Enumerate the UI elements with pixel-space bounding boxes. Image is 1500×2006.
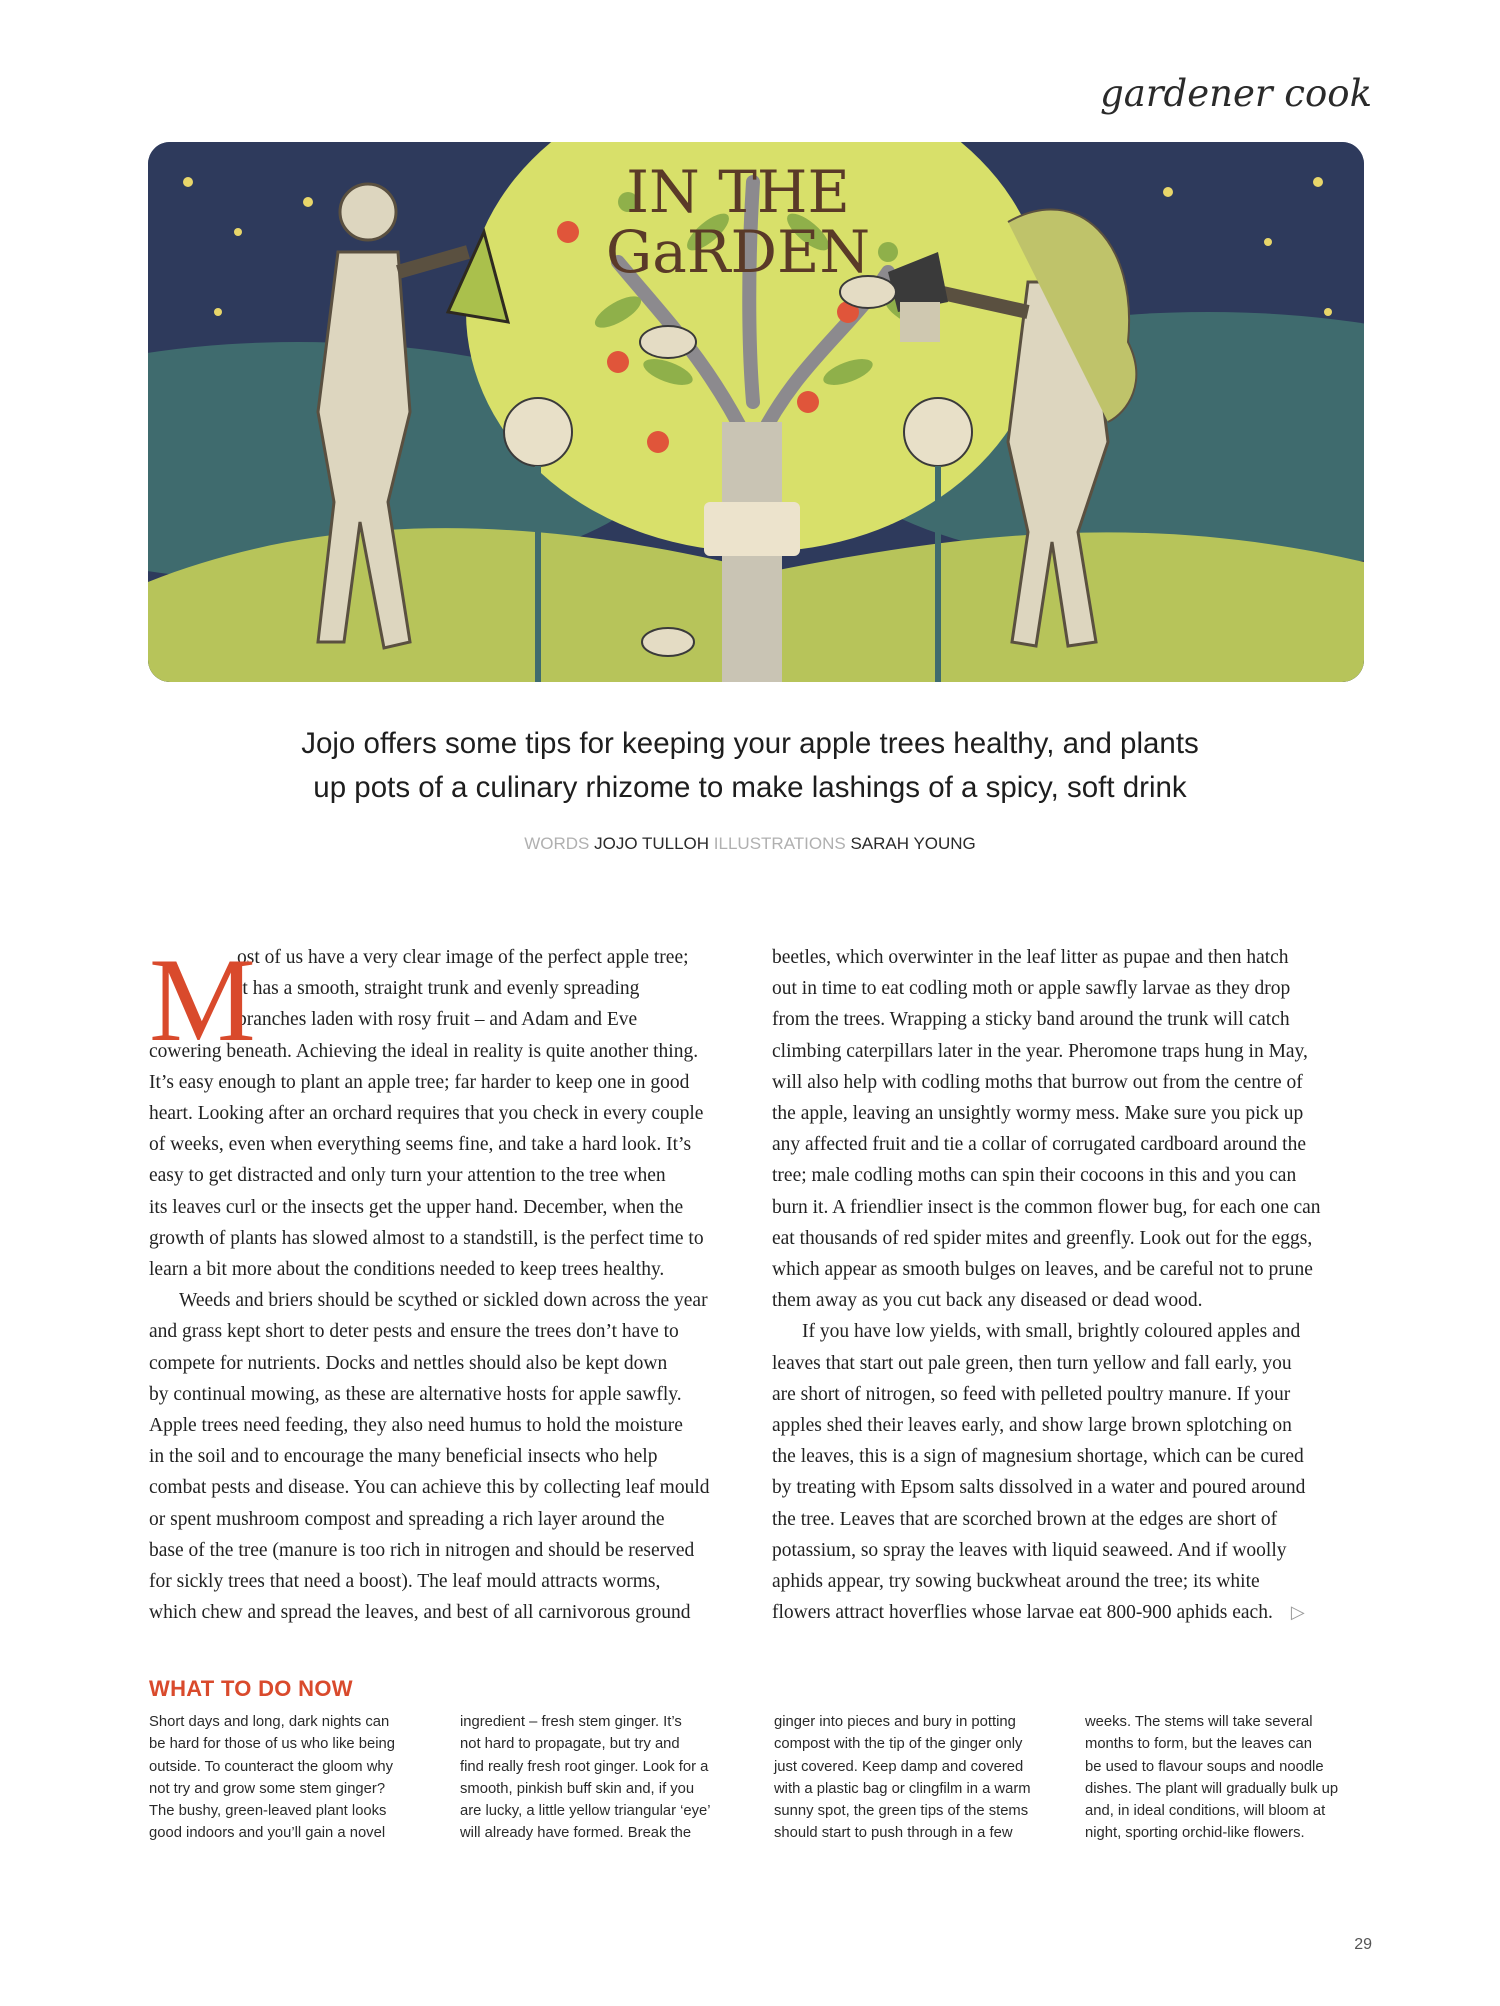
body-line: tree; male codling moths can spin their cocoons in this and you can <box>772 1165 1297 1187</box>
sidebar-line: weeks. The stems will take several <box>1085 1714 1313 1730</box>
sidebar-line: Short days and long, dark nights can <box>149 1714 390 1730</box>
what-to-do-now-heading: WHAT TO DO NOW <box>149 1676 353 1701</box>
sidebar-line: night, sporting orchid-like flowers. <box>1085 1825 1305 1842</box>
body-line: If you have low yields, with small, brightly coloured apples and <box>802 1321 1301 1343</box>
body-line <box>772 1597 1321 1628</box>
body-line: which appear as smooth bulges on leaves, and be careful not to prune <box>772 1259 1313 1281</box>
body-line: which chew and spread the leaves, and best of all carnivorous ground <box>149 1602 691 1624</box>
standfirst-line: up pots of a culinary rhizome to make lashings of a spicy, soft drink <box>313 771 1187 804</box>
body-line: base of the tree (manure is too rich in nitrogen and should be reserved <box>149 1539 695 1561</box>
sidebar-line: not try and grow some stem ginger? <box>149 1780 386 1797</box>
title-line-1: IN THE <box>626 158 850 226</box>
standfirst <box>150 722 1350 810</box>
standfirst-line: Jojo offers some tips for keeping your apple trees healthy, and plants <box>301 727 1199 760</box>
body-line: and grass kept short to deter pests and ensure the trees don’t have to <box>149 1321 679 1343</box>
what-to-do-now-column-1 <box>149 1711 395 1845</box>
body-line: potassium, so spray the leaves with liquid seaweed. And if woolly <box>772 1539 1287 1561</box>
sidebar-line: be used to flavour soups and noodle <box>1085 1758 1324 1775</box>
sidebar-line: just covered. Keep damp and covered <box>774 1758 1024 1775</box>
body-line: Apple trees need feeding, they also need humus to hold the moisture <box>149 1415 683 1437</box>
sidebar-line: will already have formed. Break the <box>460 1825 692 1842</box>
sidebar-line: sunny spot, the green tips of the stems <box>774 1803 1029 1820</box>
body-line: apples shed their leaves early, and show large brown splotching on <box>772 1415 1292 1437</box>
body-column-2 <box>772 942 1321 1628</box>
body-line: by treating with Epsom salts dissolved in a water and poured around <box>772 1477 1306 1499</box>
body-line: for sickly trees that need a boost). The leaf mould attracts worms, <box>149 1571 661 1593</box>
sidebar-line: compost with the tip of the ginger only <box>774 1736 1023 1753</box>
sidebar-line: good indoors and you’ll gain a novel <box>149 1825 386 1842</box>
body-line: eat thousands of red spider mites and greenfly. Look out for the eggs, <box>772 1227 1313 1249</box>
sidebar-line: dishes. The plant will gradually bulk up <box>1085 1780 1339 1797</box>
body-line: Weeds and briers should be scythed or sickled down across the year <box>179 1290 708 1312</box>
body-line: its leaves curl or the insects get the upper hand. December, when the <box>149 1196 684 1218</box>
title-line-2: GaRDEN <box>605 218 871 286</box>
byline <box>150 834 1350 854</box>
sidebar-line: should start to push through in a few <box>774 1825 1013 1842</box>
drop-cap: M <box>149 933 256 1066</box>
sidebar-line: be hard for those of us who like being <box>149 1736 395 1753</box>
body-line-text: flowers attract hoverflies whose larvae eat 800-900 aphids each. <box>772 1602 1273 1624</box>
illustrations-label: ILLUSTRATIONS <box>713 834 846 853</box>
body-line: in the soil and to encourage the many beneficial insects who help <box>149 1446 658 1468</box>
body-line: branches laden with rosy fruit – and Adam and Eve <box>237 1009 638 1031</box>
continue-arrow-icon: ▷ <box>1290 1602 1305 1624</box>
body-line: or spent mushroom compost and spreading a rich layer around the <box>149 1508 665 1530</box>
words-label: WORDS <box>524 834 590 853</box>
hero-illustration <box>148 142 1364 682</box>
trunk-collar <box>704 502 800 556</box>
body-line: It’s easy enough to plant an apple tree; far harder to keep one in good <box>149 1071 690 1093</box>
body-line: burn it. A friendlier insect is the common flower bug, for each one can <box>772 1196 1321 1218</box>
sidebar-line: find really fresh root ginger. Look for a <box>460 1758 709 1775</box>
body-line: them away as you cut back any diseased or dead wood. <box>772 1290 1203 1312</box>
body-line: will also help with codling moths that burrow out from the centre of <box>772 1071 1303 1093</box>
author-name: JOJO TULLOH <box>594 834 710 853</box>
body-line: climbing caterpillars later in the year. Pheromone traps hung in May, <box>772 1040 1308 1062</box>
sidebar-line: smooth, pinkish buff skin and, if you <box>460 1780 695 1797</box>
body-column-1 <box>149 933 710 1628</box>
sidebar-line: and, in ideal conditions, will bloom at <box>1085 1803 1326 1820</box>
body-line: the tree. Leaves that are scorched brown at the edges are short of <box>772 1508 1278 1530</box>
illustration-title <box>606 158 870 286</box>
body-line: are short of nitrogen, so feed with pelleted poultry manure. If your <box>772 1383 1291 1405</box>
body-line: of weeks, even when everything seems fine, and take a hard look. It’s <box>149 1134 692 1156</box>
sidebar-line: ginger into pieces and bury in potting <box>774 1714 1016 1730</box>
what-to-do-now-column-4 <box>1085 1711 1338 1845</box>
body-line: cowering beneath. Achieving the ideal in reality is quite another thing. <box>149 1040 699 1062</box>
body-line: any affected fruit and tie a collar of corrugated cardboard around the <box>772 1134 1307 1156</box>
body-line: out in time to eat codling moth or apple sawfly larvae as they drop <box>772 978 1291 1000</box>
body-line: growth of plants has slowed almost to a standstill, is the perfect time to <box>149 1227 704 1249</box>
sidebar-line: The bushy, green-leaved plant looks <box>149 1803 387 1820</box>
sidebar-line: months to form, but the leaves can <box>1085 1736 1313 1753</box>
sidebar-line: are lucky, a little yellow triangular ‘eye’ <box>460 1803 711 1820</box>
sidebar-line: with a plastic bag or clingfilm in a warm <box>774 1780 1031 1797</box>
what-to-do-now-column-2 <box>460 1711 711 1845</box>
section-label: gardener cook <box>1100 72 1372 115</box>
body-line: heart. Looking after an orchard requires that you check in every couple <box>149 1103 704 1125</box>
sidebar-line: outside. To counteract the gloom why <box>149 1758 394 1775</box>
body-line: from the trees. Wrapping a sticky band around the trunk will catch <box>772 1009 1290 1031</box>
body-line: compete for nutrients. Docks and nettles should also be kept down <box>149 1352 668 1374</box>
garden-illustration <box>148 142 1364 682</box>
what-to-do-now-column-3 <box>774 1711 1031 1845</box>
body-line: combat pests and disease. You can achieve this by collecting leaf mould <box>149 1477 710 1499</box>
page-number: 29 <box>1354 1936 1372 1953</box>
body-line: by continual mowing, as these are alternative hosts for apple sawfly. <box>149 1383 682 1405</box>
body-line: learn a bit more about the conditions needed to keep trees healthy. <box>149 1259 665 1281</box>
body-line: ost of us have a very clear image of the perfect apple tree; <box>237 947 689 968</box>
body-line: it has a smooth, straight trunk and evenly spreading <box>237 978 640 1000</box>
body-line: leaves that start out pale green, then turn yellow and fall early, you <box>772 1352 1292 1374</box>
body-line: beetles, which overwinter in the leaf litter as pupae and then hatch <box>772 947 1289 968</box>
body-line: the leaves, this is a sign of magnesium shortage, which can be cured <box>772 1446 1304 1468</box>
body-line: aphids appear, try sowing buckwheat around the tree; its white <box>772 1571 1260 1593</box>
sidebar-line: ingredient – fresh stem ginger. It’s <box>460 1714 682 1730</box>
body-line: easy to get distracted and only turn your attention to the tree when <box>149 1165 666 1187</box>
body-line: the apple, leaving an unsightly wormy mess. Make sure you pick up <box>772 1103 1304 1125</box>
illustrator-name: SARAH YOUNG <box>850 834 976 853</box>
sidebar-line: not hard to propagate, but try and <box>460 1736 680 1753</box>
